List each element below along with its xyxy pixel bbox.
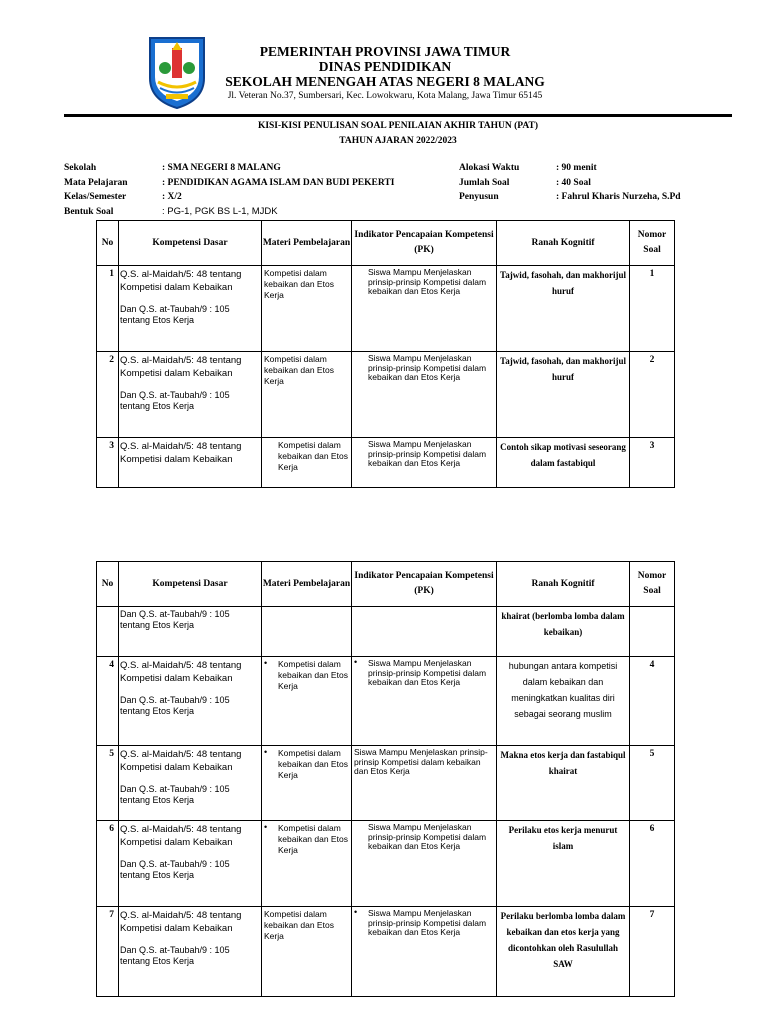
row-indikator: • Siswa Mampu Menjelaskan prinsip-prinsip Kompetisi dalam kebaikan dan Etos Kerja — [352, 657, 497, 746]
row-ranah-kognitif: Makna etos kerja dan fastabiqul khairat — [497, 746, 630, 821]
header-line-dinas: DINAS PENDIDIKAN — [318, 59, 452, 74]
row-ranah-kognitif: Tajwid, fasohah, dan makhorijul huruf — [497, 352, 630, 438]
kisi-table-page1 — [96, 220, 675, 488]
row-materi: Kompetisi dalam kebaikan dan Etos Kerja — [262, 266, 352, 352]
row-nomor-soal — [630, 607, 675, 657]
row-kompetensi-dasar: Dan Q.S. at-Taubah/9 : 105 tentang Etos Kerja — [119, 607, 262, 657]
meta-label-sekolah: Sekolah — [64, 163, 97, 173]
letterhead-divider — [64, 114, 732, 117]
table-row-continuation — [97, 607, 675, 657]
row-materi — [262, 607, 352, 657]
meta-label-jumlah: Jumlah Soal — [459, 177, 510, 188]
row-nomor-soal: 1 — [630, 266, 675, 352]
col-header-no: No — [97, 221, 119, 266]
row-ranah-kognitif: Contoh sikap motivasi seseorang dalam fastabiqul — [497, 438, 630, 488]
row-ranah-kognitif: Perilaku berlomba lomba dalam kebaikan dan etos kerja yang dicontohkan oleh Rasulullah SAW — [497, 907, 630, 997]
table-row — [97, 657, 675, 746]
row-materi: • Kompetisi dalam kebaikan dan Etos Kerja — [262, 657, 352, 746]
row-kompetensi-dasar: Q.S. al-Maidah/5: 48 tentang Kompetisi dalam Kebaikan Dan Q.S. at-Taubah/9 : 105 tentang Etos Kerja — [119, 821, 262, 907]
row-materi: Kompetisi dalam kebaikan dan Etos Kerja — [262, 438, 352, 488]
row-ranah-kognitif: Tajwid, fasohah, dan makhorijul huruf — [497, 266, 630, 352]
row-nomor-soal: 2 — [630, 352, 675, 438]
letterhead — [200, 44, 570, 103]
row-indikator: Siswa Mampu Menjelaskan prinsip-prinsip Kompetisi dalam kebaikan dan Etos Kerja — [352, 746, 497, 821]
col-header-ns: Nomor Soal — [630, 562, 675, 607]
row-materi: Kompetisi dalam kebaikan dan Etos Kerja — [262, 352, 352, 438]
table-header-row — [97, 562, 675, 607]
row-kompetensi-dasar: Q.S. al-Maidah/5: 48 tentang Kompetisi dalam Kebaikan Dan Q.S. at-Taubah/9 : 105 tentang Etos Kerja — [119, 907, 262, 997]
row-nomor-soal: 5 — [630, 746, 675, 821]
meta-label-alokasi: Alokasi Waktu — [459, 163, 520, 173]
meta-value-sekolah: : SMA NEGERI 8 MALANG — [162, 163, 281, 173]
header-line-school: SEKOLAH MENENGAH ATAS NEGERI 8 MALANG — [225, 74, 545, 89]
col-header-ip: Indikator Pencapaian Kompetensi (PK) — [352, 221, 497, 266]
document-title: KISI-KISI PENULISAN SOAL PENILAIAN AKHIR TAHUN (PAT) — [257, 121, 539, 131]
row-nomor-soal: 3 — [630, 438, 675, 488]
table-row — [97, 266, 675, 352]
row-nomor-soal: 7 — [630, 907, 675, 997]
table-row — [97, 746, 675, 821]
row-indikator: Siswa Mampu Menjelaskan prinsip-prinsip Kompetisi dalam kebaikan dan Etos Kerja — [352, 352, 497, 438]
meta-label-bentuk: Bentuk Soal — [64, 206, 114, 217]
row-ranah-kognitif: Perilaku etos kerja menurut islam — [497, 821, 630, 907]
row-kompetensi-dasar: Q.S. al-Maidah/5: 48 tentang Kompetisi dalam Kebaikan Dan Q.S. at-Taubah/9 : 105 tentang Etos Kerja — [119, 657, 262, 746]
meta-value-alokasi: : 90 menit — [556, 163, 597, 173]
jatim-logo — [146, 34, 208, 110]
row-indikator: Siswa Mampu Menjelaskan prinsip-prinsip Kompetisi dalam kebaikan dan Etos Kerja — [352, 438, 497, 488]
table-row — [97, 821, 675, 907]
header-line-province: PEMERINTAH PROVINSI JAWA TIMUR — [259, 44, 511, 59]
row-materi: • Kompetisi dalam kebaikan dan Etos Kerja — [262, 821, 352, 907]
meta-label-penyusun: Penyusun — [459, 192, 499, 202]
row-ranah-kognitif: khairat (berlomba lomba dalam kebaikan) — [497, 607, 630, 657]
col-header-mp: Materi Pembelajaran — [262, 221, 352, 266]
meta-value-mapel: : PENDIDIKAN AGAMA ISLAM DAN BUDI PEKERTI — [162, 177, 395, 188]
col-header-ns: Nomor Soal — [630, 221, 675, 266]
table-row — [97, 907, 675, 997]
col-header-no: No — [97, 562, 119, 607]
meta-value-bentuk: : PG-1, PGK BS L-1, MJDK — [162, 205, 278, 217]
row-indikator: Siswa Mampu Menjelaskan prinsip-prinsip Kompetisi dalam kebaikan dan Etos Kerja — [352, 821, 497, 907]
row-indikator: • Siswa Mampu Menjelaskan prinsip-prinsip Kompetisi dalam kebaikan dan Etos Kerja — [352, 907, 497, 997]
meta-value-penyusun: : Fahrul Kharis Nurzeha, S.Pd — [556, 192, 681, 202]
row-number: 4 — [97, 657, 119, 746]
row-materi: Kompetisi dalam kebaikan dan Etos Kerja — [262, 907, 352, 997]
col-header-rk: Ranah Kognitif — [497, 221, 630, 266]
table-row — [97, 438, 675, 488]
col-header-kd: Kompetensi Dasar — [119, 221, 262, 266]
row-nomor-soal: 4 — [630, 657, 675, 746]
row-number: 1 — [97, 266, 119, 352]
meta-value-jumlah: : 40 Soal — [556, 177, 591, 188]
row-kompetensi-dasar: Q.S. al-Maidah/5: 48 tentang Kompetisi dalam Kebaikan Dan Q.S. at-Taubah/9 : 105 tentang Etos Kerja — [119, 266, 262, 352]
col-header-ip: Indikator Pencapaian Kompetensi (PK) — [352, 562, 497, 607]
row-number: 6 — [97, 821, 119, 907]
meta-label-mapel: Mata Pelajaran — [64, 177, 128, 188]
meta-right — [459, 161, 709, 207]
kisi-table-page2 — [96, 561, 675, 997]
meta-value-kelas: : X/2 — [162, 192, 182, 202]
document-subtitle: TAHUN AJARAN 2022/2023 — [339, 136, 457, 146]
row-number: 5 — [97, 746, 119, 821]
table-header-row — [97, 221, 675, 266]
row-number — [97, 607, 119, 657]
table-row — [97, 352, 675, 438]
row-number: 7 — [97, 907, 119, 997]
row-nomor-soal: 6 — [630, 821, 675, 907]
col-header-rk: Ranah Kognitif — [497, 562, 630, 607]
col-header-kd: Kompetensi Dasar — [119, 562, 262, 607]
row-kompetensi-dasar: Q.S. al-Maidah/5: 48 tentang Kompetisi dalam Kebaikan — [119, 438, 262, 488]
row-kompetensi-dasar: Q.S. al-Maidah/5: 48 tentang Kompetisi dalam Kebaikan Dan Q.S. at-Taubah/9 : 105 tentang Etos Kerja — [119, 352, 262, 438]
row-ranah-kognitif: hubungan antara kompetisi dalam kebaikan dan meningkatkan kualitas diri sebagai seorang muslim — [497, 657, 630, 746]
row-indikator — [352, 607, 497, 657]
row-number: 3 — [97, 438, 119, 488]
row-number: 2 — [97, 352, 119, 438]
header-address: Jl. Veteran No.37, Sumbersari, Kec. Lowokwaru, Kota Malang, Jawa Timur 65145 — [227, 91, 543, 101]
row-indikator: Siswa Mampu Menjelaskan prinsip-prinsip Kompetisi dalam kebaikan dan Etos Kerja — [352, 266, 497, 352]
row-kompetensi-dasar: Q.S. al-Maidah/5: 48 tentang Kompetisi dalam Kebaikan Dan Q.S. at-Taubah/9 : 105 tentang Etos Kerja — [119, 746, 262, 821]
row-materi: • Kompetisi dalam kebaikan dan Etos Kerja — [262, 746, 352, 821]
col-header-mp: Materi Pembelajaran — [262, 562, 352, 607]
meta-left — [64, 161, 444, 221]
meta-label-kelas: Kelas/Semester — [64, 192, 127, 202]
